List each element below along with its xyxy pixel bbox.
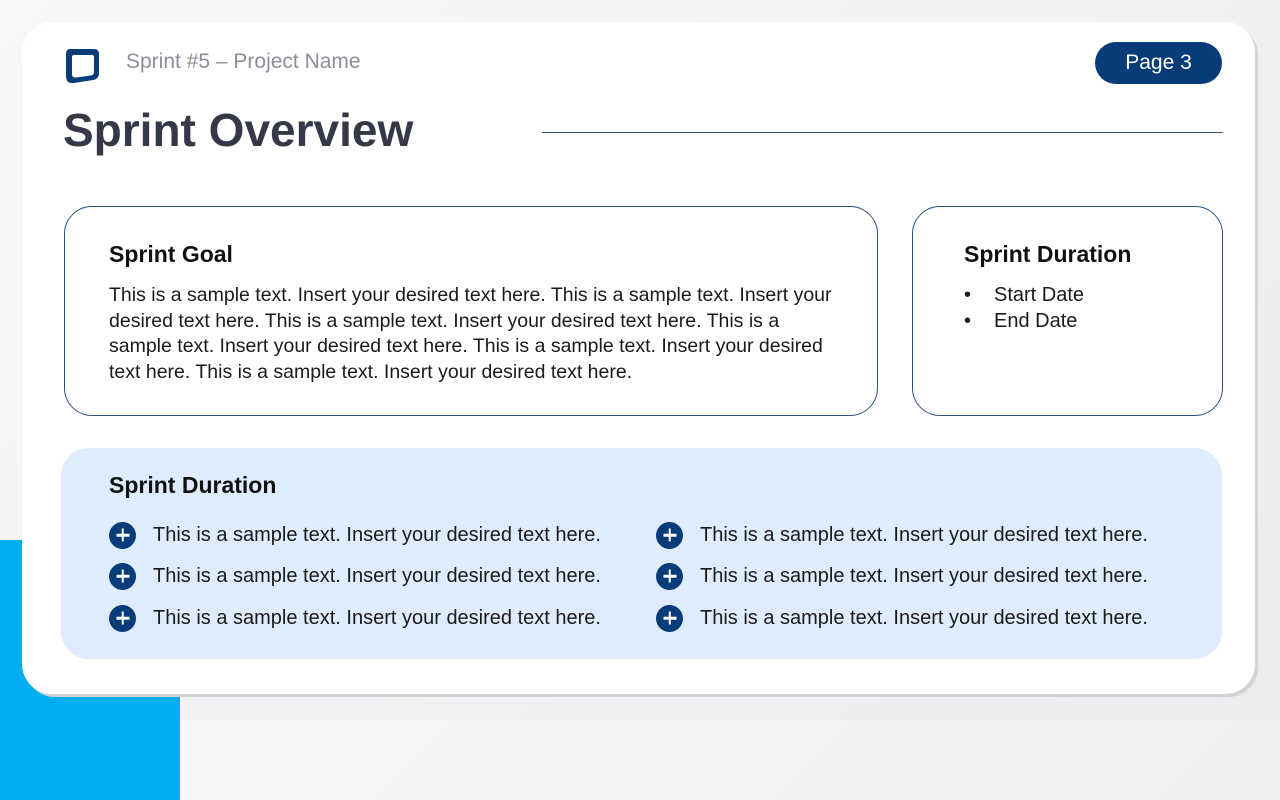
page-badge: Page 3 bbox=[1095, 42, 1222, 84]
sprint-details-panel bbox=[61, 448, 1222, 659]
plus-circle-icon bbox=[109, 563, 136, 590]
end-date-item: • End Date bbox=[964, 309, 1084, 335]
list-item-text: This is a sample text. Insert your desired text here. bbox=[153, 523, 601, 546]
list-item-text: This is a sample text. Insert your desired text here. bbox=[153, 564, 601, 587]
list-item-text: This is a sample text. Insert your desired text here. bbox=[700, 606, 1148, 629]
list-item-text: This is a sample text. Insert your desired text here. bbox=[700, 564, 1148, 587]
page-title: Sprint Overview bbox=[63, 104, 414, 156]
plus-circle-icon bbox=[656, 563, 683, 590]
project-name: Sprint #5 – Project Name bbox=[126, 50, 361, 73]
sprint-duration-card bbox=[912, 206, 1223, 416]
list-item bbox=[656, 604, 1148, 632]
sprint-goal-text: This is a sample text. Insert your desired text here. This is a sample text. Insert your desired text here. This is a sample text. Insert your desired text here. This is a sample text. Insert your desired text here. This is a sample text. Insert your desired text here. This is a sample text. Insert your desired text here. bbox=[109, 284, 832, 383]
plus-circle-icon bbox=[109, 522, 136, 549]
list-item bbox=[109, 604, 601, 632]
list-item bbox=[656, 562, 1148, 590]
plus-circle-icon bbox=[656, 522, 683, 549]
logo-icon bbox=[64, 46, 100, 84]
sprint-duration-list bbox=[964, 283, 1084, 334]
list-item-text: This is a sample text. Insert your desired text here. bbox=[700, 523, 1148, 546]
sprint-goal-card bbox=[64, 206, 878, 416]
list-item bbox=[109, 562, 601, 590]
plus-circle-icon bbox=[109, 605, 136, 632]
title-divider bbox=[542, 132, 1223, 133]
sprint-details-heading: Sprint Duration bbox=[109, 472, 277, 498]
list-item bbox=[109, 521, 601, 549]
sprint-duration-heading: Sprint Duration bbox=[964, 241, 1132, 267]
start-date-item: • Start Date bbox=[964, 283, 1084, 309]
sprint-goal-heading: Sprint Goal bbox=[109, 241, 233, 267]
list-item bbox=[656, 521, 1148, 549]
plus-circle-icon bbox=[656, 605, 683, 632]
list-item-text: This is a sample text. Insert your desired text here. bbox=[153, 606, 601, 629]
